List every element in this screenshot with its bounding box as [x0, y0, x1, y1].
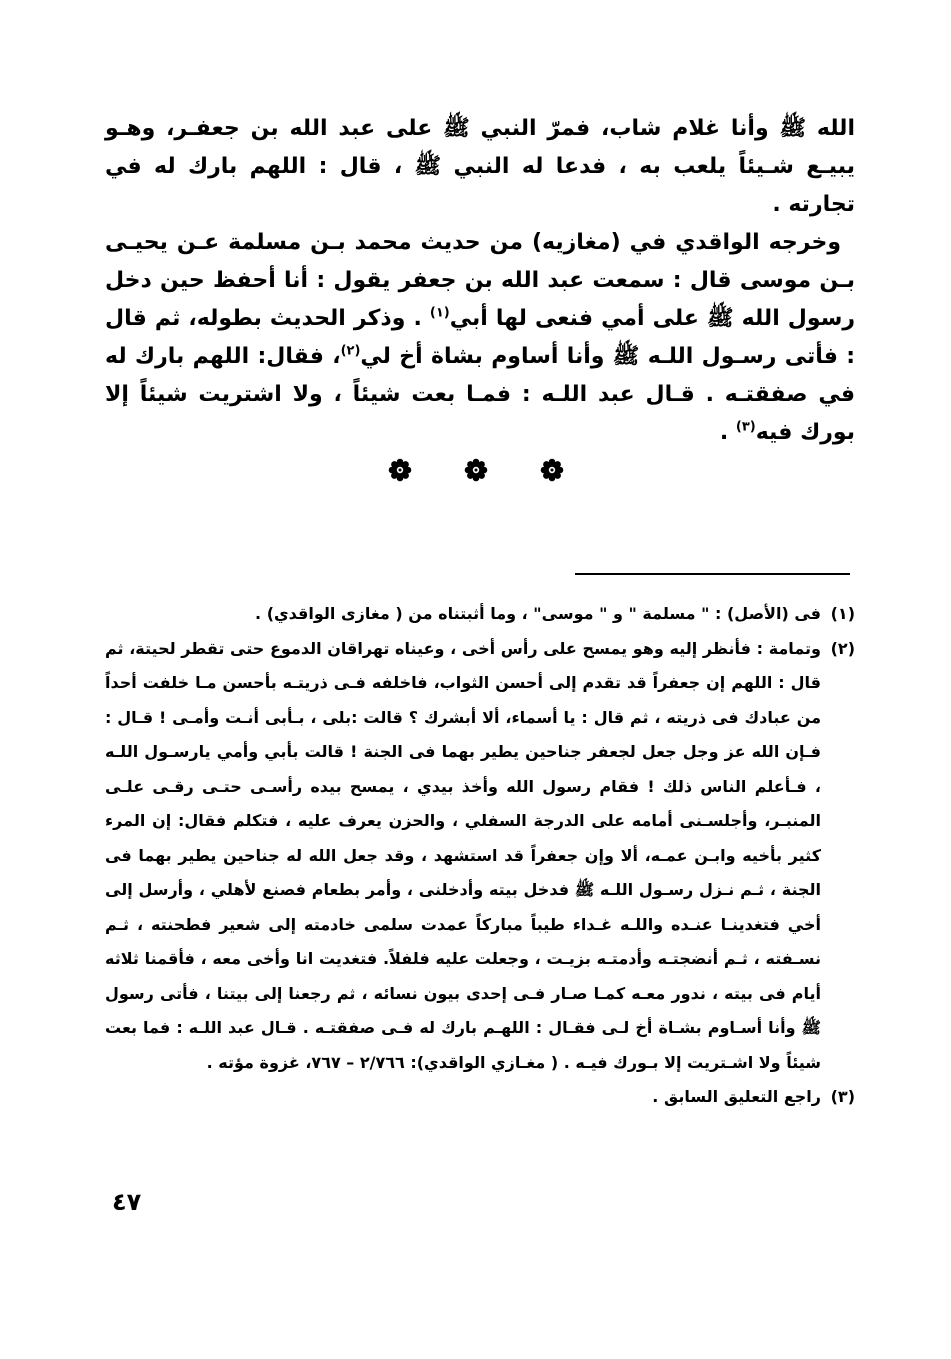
flower-ornament-icon — [540, 458, 564, 482]
flower-ornament-icon — [464, 458, 488, 482]
footnote-text: وتمامة : فأنظر إليه وهو يمسح على رأس أخى ، وعيناه تهراقان الدموع حتى تقطر لحيتة، ثم قال : اللهم إن جعفراً قد تقدم إلى أحسن الثواب، فاخلفه فـى ذريتـه بأحسن مـا خلفت أحداً من عبادك فى ذريته ، ثم قال : يا أسماء، ألا أبشرك ؟ قالت :بلى ، بـأبى أنـت وأمـى ! قـال : فـإن الله عز وجل جعل لجعفر جناحين يطير بهما فى الجنة ! قالت بأبي وأمي يارسـول اللـه ، فـأعلم الناس ذلك ! فقام رسول الله وأخذ بيدي ، يمسح بيده رأسـى حتـى رقـى علـى المنبـر، وأجلسـنى أمامه على الدرجة السفلي ، والحزن يعرف عليه ، فتكلم فقال: إن المرء كثير بأخيه وابـن عمـه، ألا وإن جعفراً قد استشهد ، وقد جعل الله له جناحين يطير بهما فى الجنة ، ثـم نـزل رسـول اللـه ﷺ فدخل بيته وأدخلنى ، وأمر بطعام فصنع لأهلي ، وأرسل إلى أخي فتغدينـا عنـده واللـه غـداء طيباً مباركاً عمدت سلمى خادمته إلى شعير فطحنته ، ثـم نسـفته ، ثـم أنضجتـه وأدمتـه بزيـت ، وجعلت عليه فلفلاً. فتغديت انا وأخى معه ، فأقمنا ثلاثه أيام فى بيته ، ندور معـه كمـا صـار فـى إحدى بيون نسائه ، ثم رجعنا إلى بيتنا ، فأتى رسول ﷺ وأنا أسـاوم بشـاة أخ لـى فقـال : اللهـم بارك له فـى صفقتـه . قـال عبد اللـه : فما بعت شيئاً ولا اشـتريت إلا بـورك فيـه . ( مغـازي الواقدي): ٢/٧٦٦ – ٧٦٧، غزوة مؤته . — [105, 638, 821, 1072]
footnote-ref-1: (١) — [429, 305, 450, 321]
section-divider — [0, 458, 951, 482]
footnote-3 — [105, 1080, 855, 1115]
footnote-separator — [575, 573, 850, 575]
footnotes — [105, 597, 855, 1115]
main-paragraph-2-part-3: ، فقال: اللهم بارك له في صفقتـه . قـال عبد اللـه : فمـا بعت شيئاً ، ولا اشتريت شيئاً إلا بورك فيه — [105, 344, 855, 445]
footnote-number: (٢) — [830, 638, 855, 658]
footnote-number: (٣) — [830, 1087, 855, 1106]
footnote-1 — [105, 597, 855, 632]
main-text — [105, 110, 855, 452]
footnote-ref-2: (٢) — [340, 343, 361, 359]
flower-ornament-icon — [388, 458, 412, 482]
main-paragraph-2-part-2: . وذكر الحديث بطوله، ثم قال : فأتى رسـول اللـه ﷺ وأنا أساوم بشاة أخ لي — [105, 306, 856, 369]
footnote-text: فى (الأصل) : " مسلمة " و " موسى" ، وما أثبتناه من ( مغازى الواقدي) . — [255, 604, 821, 623]
main-paragraph-2 — [105, 224, 855, 452]
main-paragraph-2-end: . — [719, 420, 736, 445]
footnote-text: راجع التعليق السابق . — [652, 1087, 821, 1106]
footnote-2 — [105, 632, 855, 1081]
footnote-ref-3: (٣) — [735, 419, 756, 435]
page-number: ٤٧ — [112, 1188, 142, 1216]
main-paragraph-1 — [105, 110, 855, 224]
main-paragraph-2-part-1: وخرجه الواقدي في (مغازيه) من حديث محمد بـن مسلمة عـن يحيـى بـن موسى قال : سمعت عبد الله بن جعفر يقول : أنا أحفظ حين دخل رسول الله ﷺ على أمي فنعى لها أبي — [105, 230, 855, 331]
main-paragraph-1-text: الله ﷺ وأنا غلام شاب، فمرّ النبي ﷺ على عبد الله بن جعفـر، وهـو يبيـع شـيئاً يلعب به ، فدعا له النبي ﷺ ، قال : اللهم بارك له في تجارته . — [105, 116, 855, 217]
footnote-number: (١) — [830, 604, 855, 623]
